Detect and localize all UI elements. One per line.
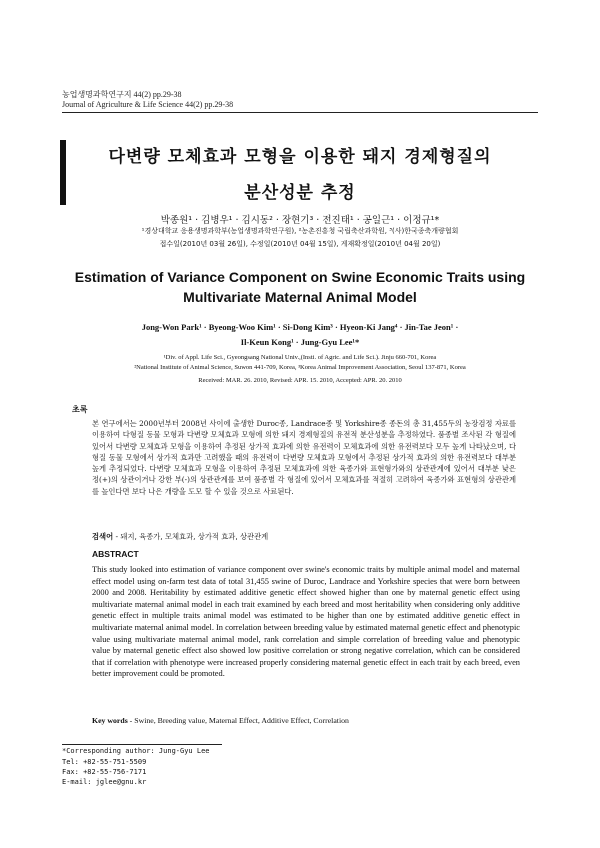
- keywords-en-label: Key words: [92, 716, 128, 725]
- affiliation-en-line1: ¹Div. of Appl. Life Sci., Gyeongsang National Univ.,(Insti. of Agric. and Life Sci.). Jinju 660-701, Korea: [163, 354, 437, 361]
- abstract-ko-text: 본 연구에서는 2000년부터 2008년 사이에 출생한 Duroc종, Landrace종 및 Yorkshire종 종돈의 총 31,455두의 농장검정 자료를 이용하여 다형질 동물 모형과 다변량 모체효과 모형에 의한 돼지 경제형질의 유전적 분산성분을 추정하였다. 품종별 조사된 각 형질에 있어서 다변량 모체효과 모형을 이용하여 추정된 상가적 효과에 의한 유전력이 모체효과에 의한 유전력보다 모두 높게 나타났으며, 다형질 동물 모형에서 상가적 효과만 고려했을 때의 유전력이 다변량 모체효과 모형에서 추정된 상가적 효과의 의한 유전력보다 대부분 높게 추정되었다. 다변량 모체효과 모형을 이용하여 추정된 모체효과에 의한 육종가와 표현형가와의 상관관계에 있어서 대부분 낮은 정(+)의 상관이거나 강한 부(-)의 상관관계를 보여 품종별 각 형질에 있어서 모체효과를 적절히 고려하여 육종가와 표현형의 상관관계를 높인다면 보다 나은 개량을 도모 할 수 있을 것으로 사료된다.: [92, 419, 516, 496]
- footnote-fax: Fax: +82-55-756-7171: [62, 768, 147, 776]
- footnote-tel: Tel: +82-55-751-5509: [62, 758, 147, 766]
- keywords-ko: [92, 532, 532, 542]
- authors-ko: 박종원¹ · 김병우¹ · 김시동² · 장현기³ · 전진태¹ · 공일근¹ · 이정규¹*: [160, 215, 440, 226]
- authors-en-line1: Jong-Won Park¹ · Byeong-Woo Kim¹ · Si-Dong Kim³ · Hyeon-Ki Jang⁴ · Jin-Tae Jeon¹ ·: [141, 322, 459, 332]
- keywords-en: [92, 716, 532, 725]
- dates-en: Received: MAR. 26. 2010, Revised: APR. 15. 2010, Accepted: APR. 20. 2010: [198, 377, 402, 384]
- title-ko-line2: 분산성분 추정: [244, 183, 356, 203]
- keywords-ko-list: - 돼지, 육종가, 모체효과, 상가적 효과, 상관관계: [113, 532, 269, 541]
- title-en-line2: Multivariate Maternal Animal Model: [183, 289, 417, 305]
- affiliation-en-line2: ²National Institute of Animal Science, Suwon 441-709, Korea, ³Korea Animal Improvement Association, Seoul 137-871, Korea: [134, 364, 466, 371]
- footnote-corresponding: *Corresponding author: Jung-Gyu Lee: [62, 747, 210, 755]
- abstract-en-heading: ABSTRACT: [92, 549, 139, 559]
- keywords-en-list: - Swine, Breeding value, Maternal Effect, Additive Effect, Correlation: [127, 716, 349, 725]
- journal-header-en: Journal of Agriculture & Life Science 44(2) pp.29-38: [62, 100, 234, 109]
- journal-header-ko: 농업생명과학연구지 44(2) pp.29-38: [62, 90, 182, 99]
- authors-en-line2: Il-Keun Kong¹ · Jung-Gyu Lee¹*: [240, 337, 360, 347]
- footnote-rule: [62, 744, 222, 745]
- footnote-email: E-mail: jglee@gnu.kr: [62, 778, 147, 786]
- dates-ko: 접수일(2010년 03월 26일), 수정일(2010년 04월 15일), 게재확정일(2010년 04월 20일): [159, 240, 441, 248]
- affiliation-ko: ¹경상대학교 응용생명과학부(농업생명과학연구원), ²농촌진흥청 국립축산과학원, ³(사)한국종축개량협회: [141, 227, 459, 235]
- abstract-ko-heading: 초록: [72, 405, 88, 414]
- title-ko-line1: 다변량 모체효과 모형을 이용한 돼지 경제형질의: [108, 147, 492, 167]
- title-en-line1: Estimation of Variance Component on Swine Economic Traits using: [74, 269, 526, 285]
- abstract-en-text: This study looked into estimation of variance component over swine's economic traits by multiple animal model and maternal effect model using on-farm test data of total 31,455 swine of Duroc, Landrace and Yorkshire species that were born between 2000 and 2008. Heritability by estimated additive genetic effect showed higher than one by maternal genetic effect using multivariate maternal animal model in each trait examined by each breed and most heritability when considering only additive genetic effect in multiple traits animal model was estimated to be higher than one by estimated additive genetic effect in multivariate maternal animal model. In correlation between breeding value by estimated maternal genetic effect and phenotypic value using multivariate maternal animal model, rank correlation and simple correlation of breeding value and phenotypic value by maternal genetic effect also showed low positive correlation or strong negative correlation, which can be considered that if correlation with phenotype were increased properly considering maternal genetic effect in each trait by each breed, even better improvement could be promoted.: [92, 565, 520, 679]
- header-rule: [62, 112, 538, 113]
- keywords-ko-label: 검색어: [92, 532, 114, 541]
